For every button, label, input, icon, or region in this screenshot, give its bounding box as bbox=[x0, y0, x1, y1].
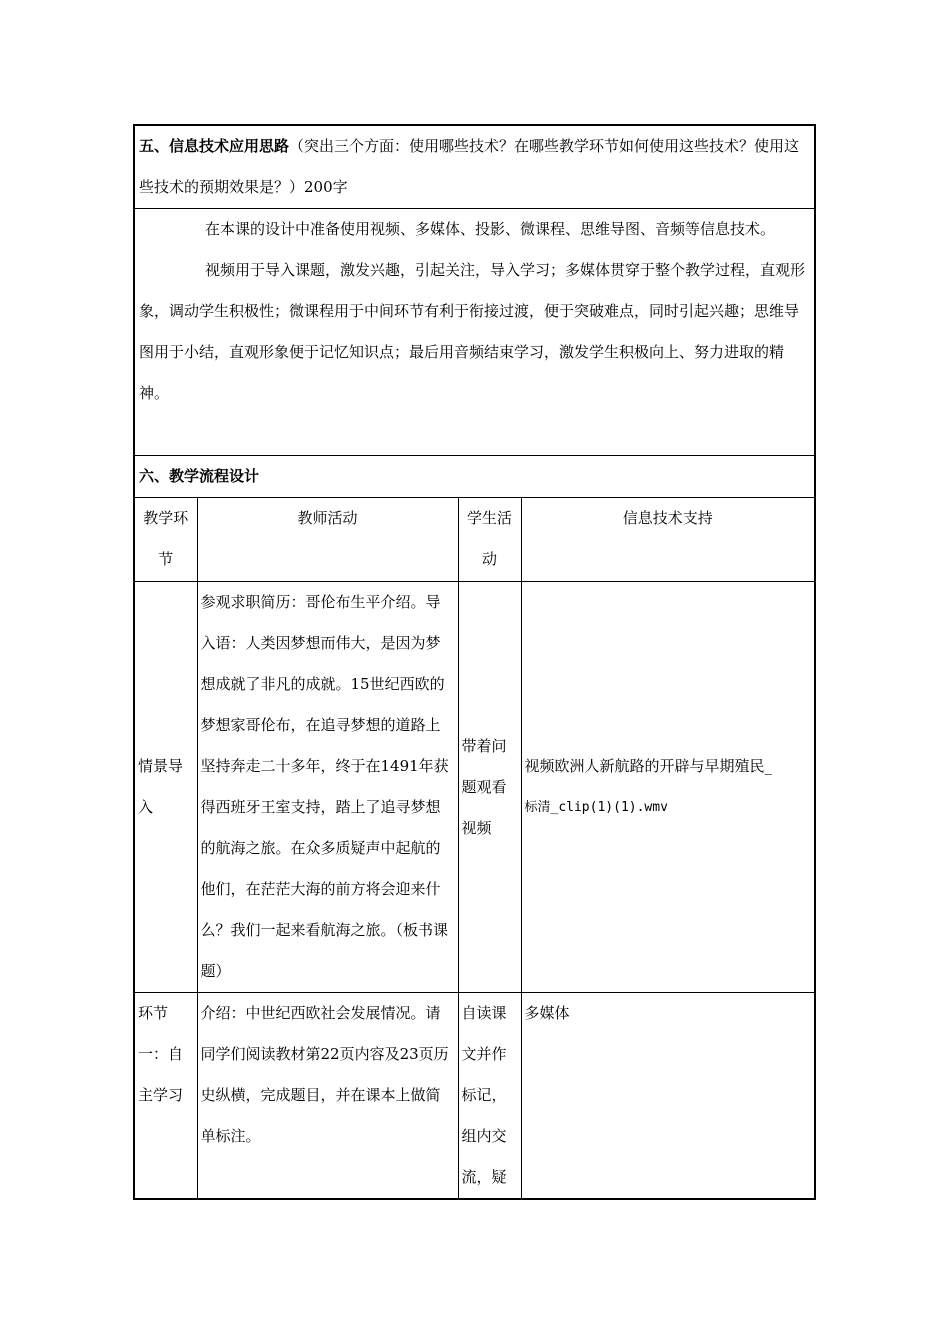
header-teacher: 教师活动 bbox=[197, 498, 458, 582]
row2-student: 自读课文并作标记，组内交流，疑 bbox=[458, 993, 521, 1200]
section5-para2: 视频用于导入课题，激发兴趣，引起关注，导入学习；多媒体贯穿于整个教学过程，直观形象，调动学生积极性；微课程用于中间环节有利于衔接过渡，便于突破难点，同时引起兴趣；思维导图用于小结，直观形象便于记忆知识点；最后用音频结束学习，激发学生积极向上、努力进取的精神。 bbox=[139, 261, 806, 402]
row2-stage: 环节一：自主学习 bbox=[134, 993, 197, 1200]
header-stage: 教学环节 bbox=[134, 498, 197, 582]
row1-stage: 情景导入 bbox=[134, 582, 197, 993]
section6-header bbox=[134, 456, 815, 498]
section5-title: 五、信息技术应用思路 bbox=[139, 137, 290, 155]
section6-title: 六、教学流程设计 bbox=[139, 467, 260, 485]
row1-student: 带着问题观看视频 bbox=[458, 582, 521, 993]
section5-content bbox=[134, 209, 815, 456]
section5-para1: 在本课的设计中准备使用视频、多媒体、投影、微课程、思维导图、音频等信息技术。 bbox=[205, 220, 776, 238]
header-tech: 信息技术支持 bbox=[521, 498, 815, 582]
section5-header bbox=[134, 125, 815, 209]
row1-tech: 视频欧洲人新航路的开辟与早期殖民_ 标清_clip(1)(1).wmv bbox=[521, 582, 815, 993]
document-page bbox=[133, 124, 814, 1200]
row2-tech: 多媒体 bbox=[521, 993, 815, 1200]
row1-tech-file: 标清_clip(1)(1).wmv bbox=[524, 800, 668, 815]
row2-teacher: 介绍：中世纪西欧社会发展情况。请同学们阅读教材第22页内容及23页历史纵横，完成题目，并在课本上做简单标注。 bbox=[197, 993, 458, 1200]
row1-teacher: 参观求职简历：哥伦布生平介绍。导入语：人类因梦想而伟大，是因为梦想成就了非凡的成就。15世纪西欧的梦想家哥伦布，在追寻梦想的道路上坚持奔走二十多年，终于在1491年获得西班牙王室支持，踏上了追寻梦想的航海之旅。在众多质疑声中起航的他们，在茫茫大海的前方将会迎来什么？我们一起来看航海之旅。（板书课题） bbox=[197, 582, 458, 993]
lesson-plan-table bbox=[133, 124, 816, 1200]
header-student: 学生活动 bbox=[458, 498, 521, 582]
section5-note: （突出三个方面：使用哪些技术？在哪些教学环节如何使用这些技术？使用这些技术的预期效果是？）200字 bbox=[139, 137, 800, 196]
